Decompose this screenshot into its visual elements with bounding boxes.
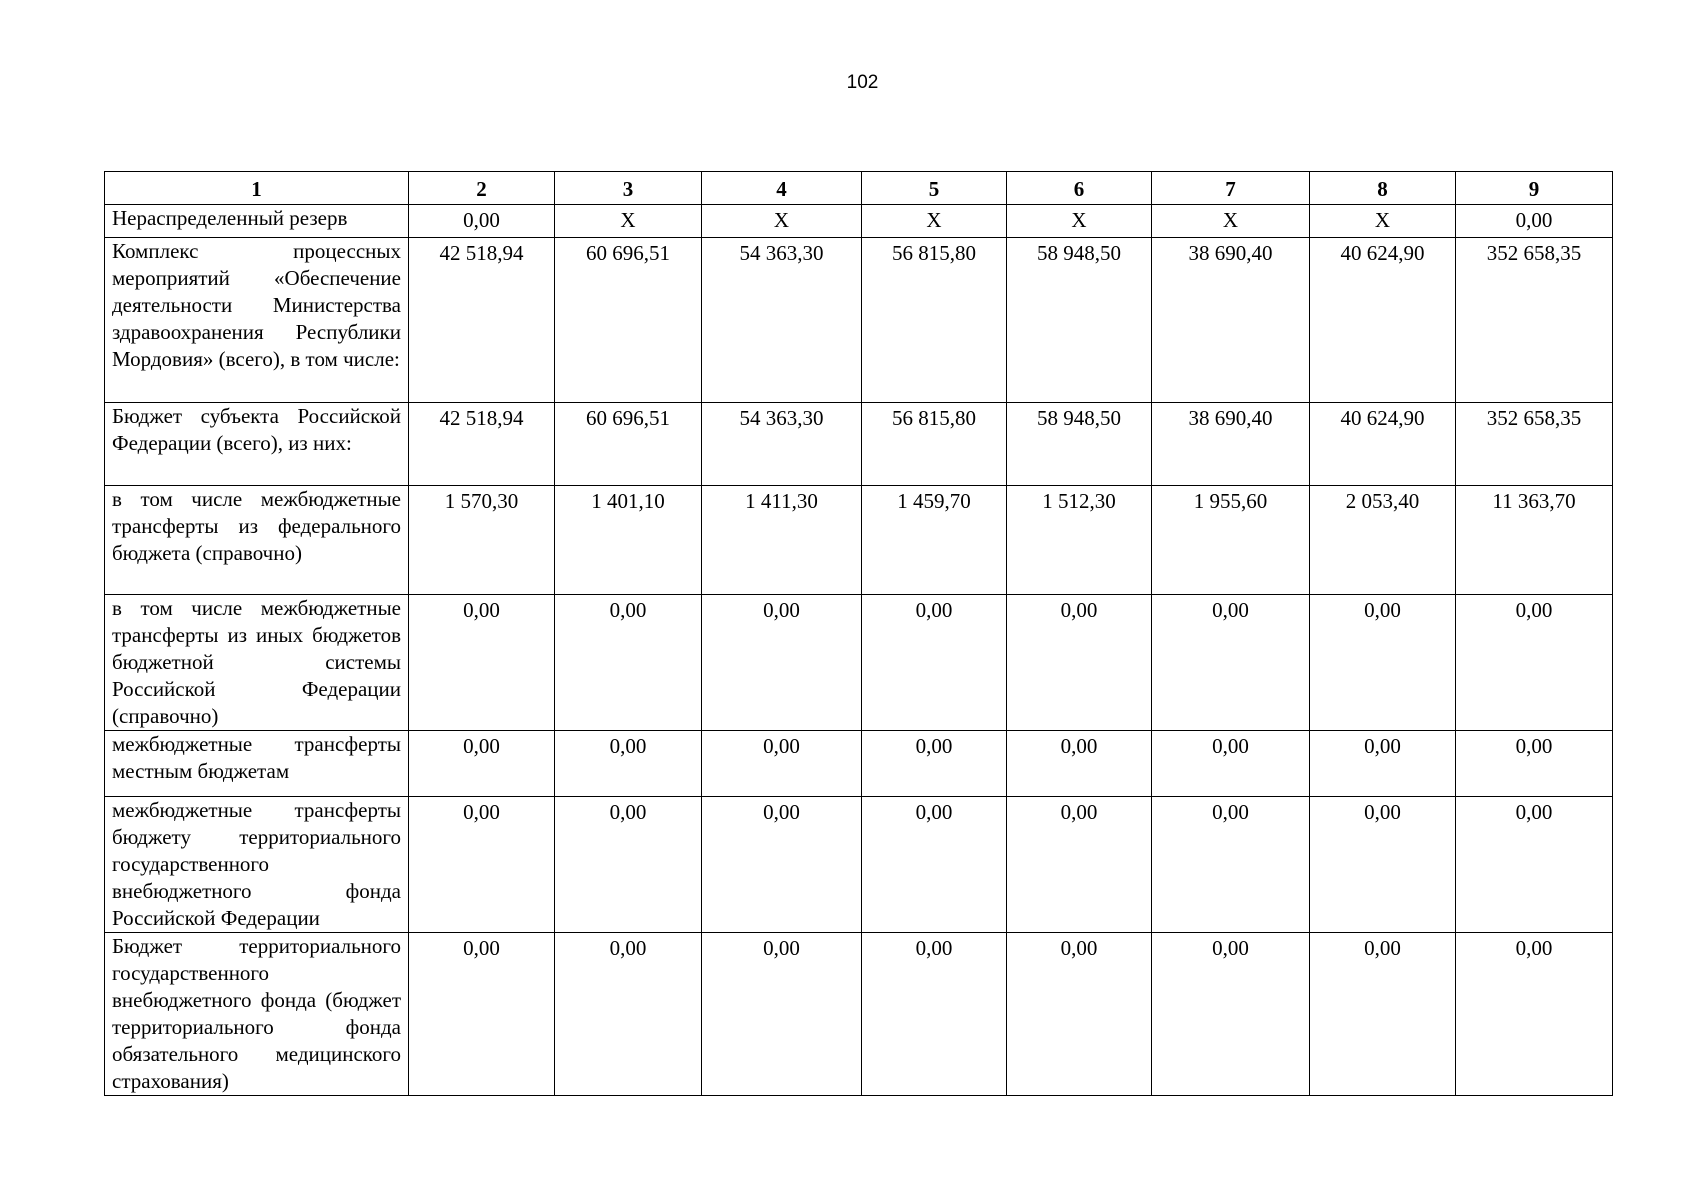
table-cell: 0,00 <box>409 933 555 1096</box>
table-cell: Х <box>555 205 702 238</box>
table-cell: 56 815,80 <box>862 238 1007 403</box>
table-cell: 42 518,94 <box>409 403 555 486</box>
table-cell: 38 690,40 <box>1152 403 1310 486</box>
table-cell: 0,00 <box>702 595 862 731</box>
budget-table <box>104 171 1613 1096</box>
page-number: 102 <box>846 72 879 93</box>
column-header: 6 <box>1007 172 1152 205</box>
row-label: межбюджетные трансферты бюджету территориального государственного внебюджетного фонда Российской Федерации <box>105 797 409 933</box>
table-cell: 0,00 <box>555 797 702 933</box>
table-cell: 42 518,94 <box>409 238 555 403</box>
table-row <box>105 403 1613 486</box>
table-cell: 0,00 <box>1456 797 1613 933</box>
table-cell: 1 512,30 <box>1007 486 1152 595</box>
table-cell: 0,00 <box>862 797 1007 933</box>
row-label: межбюджетные трансферты местным бюджетам <box>105 731 409 797</box>
column-header: 8 <box>1310 172 1456 205</box>
table-row <box>105 595 1613 731</box>
table-cell: 0,00 <box>862 731 1007 797</box>
table-cell: 54 363,30 <box>702 403 862 486</box>
table-row <box>105 486 1613 595</box>
table-cell: 60 696,51 <box>555 238 702 403</box>
table-cell: 0,00 <box>1007 595 1152 731</box>
row-label: Бюджет субъекта Российской Федерации (всего), из них: <box>105 403 409 486</box>
table-cell: 38 690,40 <box>1152 238 1310 403</box>
table-cell: 40 624,90 <box>1310 403 1456 486</box>
table-cell: 0,00 <box>409 205 555 238</box>
table-cell: 0,00 <box>1152 731 1310 797</box>
table-cell: 0,00 <box>1456 205 1613 238</box>
table-cell: 1 459,70 <box>862 486 1007 595</box>
table-cell: 0,00 <box>1310 797 1456 933</box>
table-cell: 0,00 <box>1456 731 1613 797</box>
table-cell: 1 411,30 <box>702 486 862 595</box>
table-cell: 0,00 <box>409 595 555 731</box>
table-row <box>105 205 1613 238</box>
table-cell: 0,00 <box>1152 933 1310 1096</box>
table-cell: 0,00 <box>1456 595 1613 731</box>
table-cell: 0,00 <box>555 731 702 797</box>
table-cell: 1 955,60 <box>1152 486 1310 595</box>
column-header: 7 <box>1152 172 1310 205</box>
table-cell: 1 570,30 <box>409 486 555 595</box>
table-header-row <box>105 172 1613 205</box>
table-cell: 0,00 <box>1310 933 1456 1096</box>
column-header: 1 <box>105 172 409 205</box>
table-cell: 0,00 <box>1310 731 1456 797</box>
table-cell: 0,00 <box>555 595 702 731</box>
table-cell: 1 401,10 <box>555 486 702 595</box>
table-cell: 0,00 <box>1007 933 1152 1096</box>
table-cell: Х <box>1310 205 1456 238</box>
table-cell: 0,00 <box>702 797 862 933</box>
column-header: 2 <box>409 172 555 205</box>
table-cell: 0,00 <box>1007 797 1152 933</box>
table-cell: Х <box>862 205 1007 238</box>
table-cell: 352 658,35 <box>1456 403 1613 486</box>
table-cell: 0,00 <box>702 933 862 1096</box>
row-label: в том числе межбюджетные трансферты из иных бюджетов бюджетной системы Российской Федерации (справочно) <box>105 595 409 731</box>
table-cell: 0,00 <box>1152 797 1310 933</box>
table-cell: 40 624,90 <box>1310 238 1456 403</box>
row-label: Комплекс процессных мероприятий «Обеспечение деятельности Министерства здравоохранения Республики Мордовия» (всего), в том числе: <box>105 238 409 403</box>
table-row <box>105 933 1613 1096</box>
table-cell: 0,00 <box>862 595 1007 731</box>
column-header: 5 <box>862 172 1007 205</box>
table-row <box>105 238 1613 403</box>
table-cell: 0,00 <box>1310 595 1456 731</box>
table-cell: Х <box>1152 205 1310 238</box>
table-cell: Х <box>702 205 862 238</box>
table-cell: 0,00 <box>862 933 1007 1096</box>
column-header: 3 <box>555 172 702 205</box>
column-header: 4 <box>702 172 862 205</box>
table-cell: 0,00 <box>1456 933 1613 1096</box>
table-cell: 2 053,40 <box>1310 486 1456 595</box>
row-label: Бюджет территориального государственного внебюджетного фонда (бюджет территориального фонда обязательного медицинского страхования) <box>105 933 409 1096</box>
table-row <box>105 797 1613 933</box>
row-label: Нераспределенный резерв <box>105 205 409 238</box>
table-cell: 58 948,50 <box>1007 403 1152 486</box>
table-cell: 0,00 <box>1152 595 1310 731</box>
table-row <box>105 731 1613 797</box>
table-cell: 58 948,50 <box>1007 238 1152 403</box>
table-cell: 0,00 <box>555 933 702 1096</box>
table-cell: 11 363,70 <box>1456 486 1613 595</box>
table-cell: 0,00 <box>702 731 862 797</box>
table-cell: Х <box>1007 205 1152 238</box>
table-cell: 0,00 <box>1007 731 1152 797</box>
table-cell: 60 696,51 <box>555 403 702 486</box>
table-cell: 0,00 <box>409 797 555 933</box>
table-cell: 56 815,80 <box>862 403 1007 486</box>
column-header: 9 <box>1456 172 1613 205</box>
table-cell: 0,00 <box>409 731 555 797</box>
table-cell: 54 363,30 <box>702 238 862 403</box>
table-cell: 352 658,35 <box>1456 238 1613 403</box>
row-label: в том числе межбюджетные трансферты из федерального бюджета (справочно) <box>105 486 409 595</box>
